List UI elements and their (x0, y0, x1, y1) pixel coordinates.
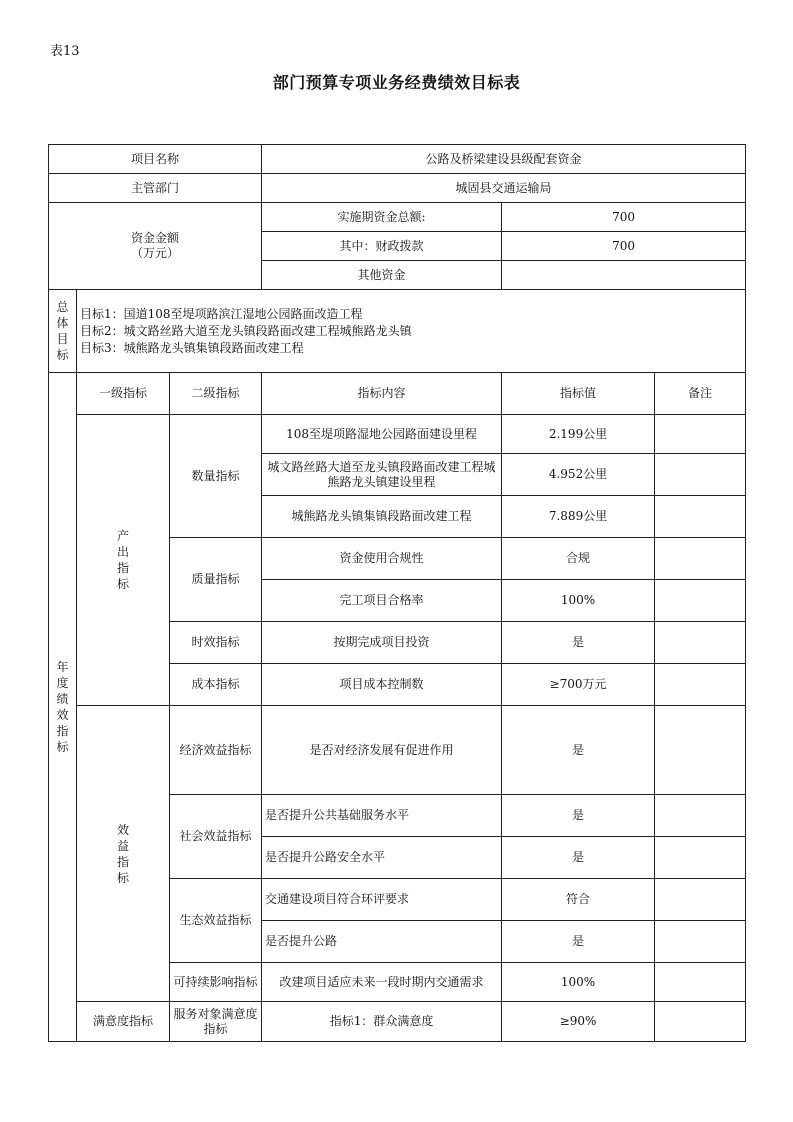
indicator-content: 是否提升公路 (262, 921, 502, 963)
goal-item: 目标1：国道108至堤项路滨江湿地公园路面改造工程 (80, 306, 363, 321)
benefit-label: 效益指标 (116, 822, 129, 885)
indicator-content: 是否对经济发展有促进作用 (262, 706, 502, 795)
indicator-content: 是否提升公共基础服务水平 (262, 795, 502, 837)
indicator-value: ≥700万元 (502, 664, 655, 706)
indicator-content: 城熊路龙头镇集镇段路面改建工程 (262, 496, 502, 538)
indicator-note (655, 580, 746, 622)
indicator-note (655, 415, 746, 454)
economic-label: 经济效益指标 (170, 706, 262, 795)
other-funds-label: 其他资金 (262, 261, 502, 290)
table-row (49, 706, 746, 795)
eco-label: 生态效益指标 (170, 879, 262, 963)
indicator-content: 指标1：群众满意度 (262, 1002, 502, 1042)
goals-label: 总体目标 (56, 300, 69, 362)
funds-unit: （万元） (131, 246, 180, 260)
page-title: 部门预算专项业务经费绩效目标表 (272, 73, 521, 92)
project-name-value: 公路及桥梁建设县级配套资金 (262, 145, 746, 174)
indicator-value: 是 (502, 837, 655, 879)
goal-item: 目标3：城熊路龙头镇集镇段路面改建工程 (80, 340, 304, 355)
fiscal-funds-value: 700 (502, 232, 746, 261)
performance-table (48, 144, 746, 1042)
indicator-value: 合规 (502, 538, 655, 580)
output-label-cell (77, 415, 170, 706)
indicator-value: 100% (502, 963, 655, 1002)
table-row (49, 1002, 746, 1042)
indicator-note (655, 879, 746, 921)
output-label: 产出指标 (116, 529, 129, 591)
dept-label: 主管部门 (49, 174, 262, 203)
table-row (49, 373, 746, 415)
indicator-note (655, 706, 746, 795)
total-funds-value: 700 (502, 203, 746, 232)
indicator-value: 100% (502, 580, 655, 622)
dept-value: 城固县交通运输局 (262, 174, 746, 203)
year-indicator-cell (49, 373, 77, 1042)
indicator-value: 是 (502, 795, 655, 837)
total-funds-label: 实施期资金总额: (262, 203, 502, 232)
cost-label: 成本指标 (170, 664, 262, 706)
header-content: 指标内容 (262, 373, 502, 415)
table-row (49, 290, 746, 373)
quantity-label: 数量指标 (170, 415, 262, 538)
funds-cell (49, 203, 262, 290)
goals-cell (77, 290, 746, 373)
indicator-content: 项目成本控制数 (262, 664, 502, 706)
header-level2: 二级指标 (170, 373, 262, 415)
time-label: 时效指标 (170, 622, 262, 664)
fiscal-funds-label: 其中：财政拨款 (262, 232, 502, 261)
header-level1: 一级指标 (77, 373, 170, 415)
satisfaction-sub-label: 服务对象满意度指标 (170, 1002, 262, 1042)
sustain-label: 可持续影响指标 (170, 963, 262, 1002)
indicator-content: 城文路丝路大道至龙头镇段路面改建工程城熊路龙头镇建设里程 (262, 454, 502, 496)
year-indicator-label: 年度绩效指标 (56, 660, 69, 754)
indicator-value: 4.952公里 (502, 454, 655, 496)
quality-label: 质量指标 (170, 538, 262, 622)
satisfaction-label: 满意度指标 (77, 1002, 170, 1042)
table-row (49, 174, 746, 203)
page-label: 表13 (50, 44, 80, 59)
other-funds-value (502, 261, 746, 290)
indicator-content: 按期完成项目投资 (262, 622, 502, 664)
indicator-value: 是 (502, 622, 655, 664)
indicator-value: ≥90% (502, 1002, 655, 1042)
indicator-note (655, 664, 746, 706)
indicator-note (655, 921, 746, 963)
table-row (49, 203, 746, 232)
indicator-content: 改建项目适应未来一段时期内交通需求 (262, 963, 502, 1002)
indicator-content: 完工项目合格率 (262, 580, 502, 622)
indicator-note (655, 963, 746, 1002)
indicator-value: 符合 (502, 879, 655, 921)
indicator-value: 2.199公里 (502, 415, 655, 454)
indicator-value: 是 (502, 921, 655, 963)
table-row (49, 415, 746, 454)
indicator-content: 是否提升公路安全水平 (262, 837, 502, 879)
header-note: 备注 (655, 373, 746, 415)
indicator-value: 是 (502, 706, 655, 795)
benefit-label-cell (77, 706, 170, 1002)
table-row (49, 145, 746, 174)
indicator-note (655, 622, 746, 664)
project-name-label: 项目名称 (49, 145, 262, 174)
goals-label-cell (49, 290, 77, 373)
indicator-note (655, 795, 746, 837)
social-label: 社会效益指标 (170, 795, 262, 879)
indicator-note (655, 1002, 746, 1042)
funds-label: 资金金额 (131, 231, 180, 245)
indicator-note (655, 538, 746, 580)
goal-item: 目标2：城文路丝路大道至龙头镇段路面改建工程城熊路龙头镇 (80, 323, 412, 338)
indicator-note (655, 837, 746, 879)
header-value: 指标值 (502, 373, 655, 415)
indicator-note (655, 496, 746, 538)
indicator-content: 108至堤项路湿地公园路面建设里程 (262, 415, 502, 454)
indicator-value: 7.889公里 (502, 496, 655, 538)
indicator-content: 交通建设项目符合环评要求 (262, 879, 502, 921)
indicator-note (655, 454, 746, 496)
indicator-content: 资金使用合规性 (262, 538, 502, 580)
